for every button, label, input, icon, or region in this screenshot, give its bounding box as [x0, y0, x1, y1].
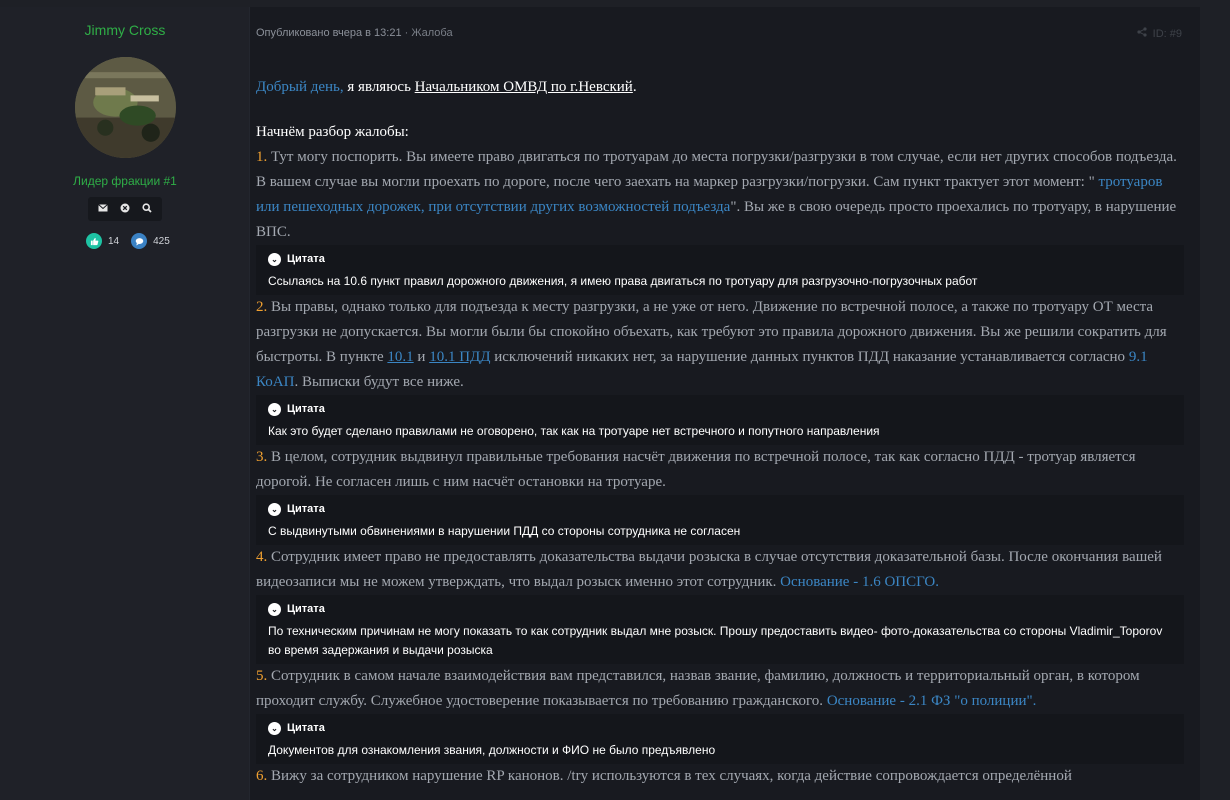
quote-label: Цитата [287, 502, 325, 515]
quote-label: Цитата [287, 252, 325, 265]
speech-bubble-icon [131, 233, 147, 249]
point-text: исключений никаких нет, за нарушение данных пунктов ПДД наказание устанавливается согласно [490, 349, 1129, 365]
point-number: 2. [256, 299, 268, 315]
point-6 [256, 764, 1184, 789]
rule-link[interactable]: 10.1 ПДД [429, 349, 491, 365]
point-text: Сотрудник имеет право не предоставлять доказательства выдачи розыска в случае отсутствия доказательной базы. После окончания вашей видеозаписи мы не можем утверждать, что выдал розыск именно этот сотрудник. [256, 549, 1162, 590]
point-text: Тут могу поспорить. Вы имеете право двигаться по тротуарам до места погрузки/разгрузки в том случае, если нет других способов подъезда. В вашем случае вы могли проехать по дороге, после чего заехать на маркер разгрузки/погрузки. Сам пункт трактует этот момент: " [256, 149, 1177, 190]
point-number: 6. [256, 768, 268, 784]
rule-link[interactable]: Основание - 1.6 ОПСГО. [780, 574, 939, 590]
avatar-image [75, 57, 176, 158]
point-2 [256, 295, 1184, 395]
messages-stat [131, 233, 170, 249]
quote-label: Цитата [287, 721, 325, 734]
quote-toggle[interactable] [268, 599, 1172, 619]
search-icon[interactable] [137, 203, 157, 216]
quote-block [256, 714, 1184, 764]
quote-toggle[interactable] [268, 249, 1172, 269]
greeting-position: Начальником ОМВД по г.Невский [414, 79, 633, 95]
post-id-label: ID: #9 [1152, 27, 1182, 40]
forum-post [0, 7, 1200, 800]
point-text: Вы правы, однако только для подъезда к месту разгрузки, а не уже от него. Движение по встречной полосе, а также по тротуару ОТ места разгрузки не допускается. Вы могли были бы спокойно объехать, как требуют это правила дорожного движения. Вы же решили сократить для быстроты. В пункте [256, 299, 1167, 365]
point-number: 4. [256, 549, 268, 565]
point-text: Сотрудник в самом начале взаимодействия вам представился, назвав звание, фамилию, должность и территориальный орган, в котором проходит службу. Служебное удостоверение показывается по требованию гражданского. [256, 668, 1140, 709]
envelope-icon[interactable] [93, 203, 113, 215]
quote-block [256, 595, 1184, 664]
avatar[interactable] [75, 57, 176, 158]
rule-link[interactable]: Основание - 2.1 ФЗ "о полиции". [826, 693, 1037, 709]
point-number: 1. [256, 149, 268, 165]
greeting [256, 75, 1184, 100]
quote-block [256, 495, 1184, 545]
greeting-iam: я являюсь [343, 79, 415, 95]
post-meta [256, 27, 453, 39]
quote-block [256, 395, 1184, 445]
thumbs-up-icon [86, 233, 102, 249]
point-text: и [413, 349, 430, 365]
chevron-down-icon[interactable]: ⌄ [268, 603, 281, 616]
greeting-dot: . [632, 79, 637, 95]
author-panel [0, 7, 250, 800]
point-3 [256, 445, 1184, 495]
chevron-down-icon[interactable]: ⌄ [268, 253, 281, 266]
close-icon[interactable] [115, 203, 135, 216]
point-number: 5. [256, 668, 268, 684]
chevron-down-icon[interactable]: ⌄ [268, 503, 281, 516]
messages-count: 425 [153, 235, 170, 247]
quote-text: Ссылаясь на 10.6 пункт правил дорожного движения, я имею права двигаться по тротуару для разгрузочно-погрузочных работ [268, 274, 978, 288]
user-title: Лидер фракции #1 [73, 174, 177, 188]
likes-count: 14 [108, 235, 120, 247]
share-icon[interactable] [1137, 27, 1147, 40]
quote-block [256, 245, 1184, 295]
point-text: . Выписки будут все ниже. [294, 374, 464, 390]
rule-link[interactable]: 9.1 КоАП [256, 349, 1148, 390]
author-name[interactable]: Jimmy Cross [84, 22, 166, 38]
rule-link[interactable]: 10.1 [387, 349, 414, 365]
likes-stat [86, 233, 119, 249]
quote-label: Цитата [287, 602, 325, 615]
quote-text: С выдвинутыми обвинениями в нарушении ПДД со стороны сотрудника не согласен [268, 524, 741, 538]
point-1 [256, 145, 1184, 245]
post-content [256, 75, 1184, 789]
analysis-start: Начнём разбор жалобы: [256, 124, 409, 140]
chevron-down-icon[interactable]: ⌄ [268, 722, 281, 735]
point-text: В целом, сотрудник выдвинул правильные требования насчёт движения по встречной полосе, так как согласно ПДД - тротуар является дорогой. Не согласен лишь с ним насчёт остановки на тротуаре. [256, 449, 1136, 490]
rule-link[interactable]: тротуаров или пешеходных дорожек, при отсутствии других возможностей подъезда [256, 174, 1163, 215]
quote-label: Цитата [287, 402, 325, 415]
publish-time[interactable]: Опубликовано вчера в 13:21 [256, 27, 402, 39]
quote-toggle[interactable] [268, 718, 1172, 738]
quote-text: Документов для ознакомления звания, должности и ФИО не было предъявлено [268, 743, 716, 757]
meta-separator: · [401, 27, 412, 39]
quote-text: Как это будет сделано правилами не оговорено, так как на тротуаре нет встречного и попутного направления [268, 424, 880, 438]
author-stats [86, 233, 170, 249]
point-5 [256, 664, 1184, 714]
post-category[interactable]: Жалоба [411, 27, 453, 39]
chevron-down-icon[interactable]: ⌄ [268, 403, 281, 416]
greeting-hello: Добрый день, [256, 79, 344, 95]
point-number: 3. [256, 449, 268, 465]
point-text: Вижу за сотрудником нарушение RP канонов. /try используются в тех случаях, когда действие сопровождается определённой [267, 768, 1072, 784]
post-id[interactable] [1137, 27, 1182, 40]
point-text: ". Вы же в свою очередь просто проехались по тротуару, в нарушение ВПС. [256, 199, 1177, 240]
quote-text: По техническим причинам не могу показать то как сотрудник выдал мне розыск. Прошу предоставить видео- фото-доказательства со стороны Vladimir_Toporov во время задержания и выдачи розыска [268, 624, 1163, 657]
point-4 [256, 545, 1184, 595]
quote-toggle[interactable] [268, 399, 1172, 419]
author-actions [88, 197, 162, 221]
quote-toggle[interactable] [268, 499, 1172, 519]
